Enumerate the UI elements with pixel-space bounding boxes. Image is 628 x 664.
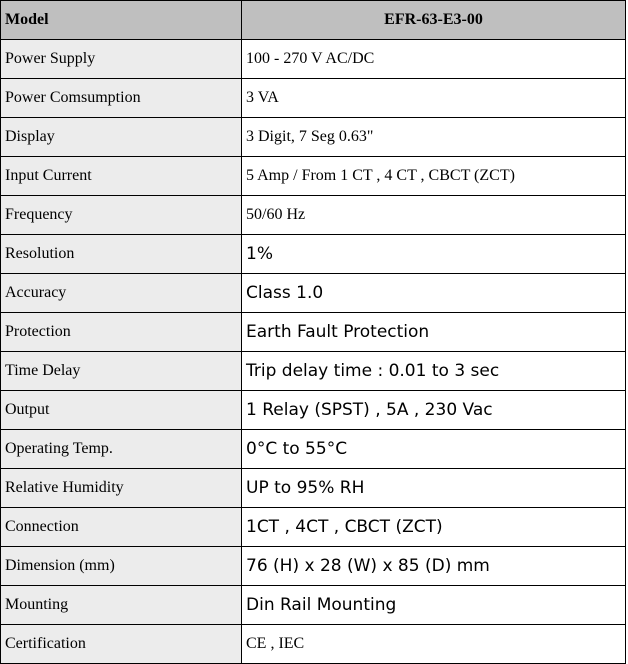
spec-label: Power Comsumption bbox=[1, 79, 242, 118]
spec-value: UP to 95% RH bbox=[242, 469, 626, 508]
spec-label: Connection bbox=[1, 508, 242, 547]
spec-value: Din Rail Mounting bbox=[242, 586, 626, 625]
spec-label: Protection bbox=[1, 313, 242, 352]
header-row bbox=[1, 1, 626, 40]
spec-value: 1CT , 4CT , CBCT (ZCT) bbox=[242, 508, 626, 547]
spec-label: Power Supply bbox=[1, 40, 242, 79]
table-row bbox=[1, 547, 626, 586]
spec-label: Input Current bbox=[1, 157, 242, 196]
spec-value: Earth Fault Protection bbox=[242, 313, 626, 352]
spec-label: Display bbox=[1, 118, 242, 157]
spec-value: 1 Relay (SPST) , 5A , 230 Vac bbox=[242, 391, 626, 430]
spec-label: Dimension (mm) bbox=[1, 547, 242, 586]
spec-label: Mounting bbox=[1, 586, 242, 625]
spec-label: Frequency bbox=[1, 196, 242, 235]
spec-value: 5 Amp / From 1 CT , 4 CT , CBCT (ZCT) bbox=[242, 157, 626, 196]
spec-value: 100 - 270 V AC/DC bbox=[242, 40, 626, 79]
spec-value: 1% bbox=[242, 235, 626, 274]
table-row bbox=[1, 157, 626, 196]
spec-label: Output bbox=[1, 391, 242, 430]
spec-value: 50/60 Hz bbox=[242, 196, 626, 235]
table-row bbox=[1, 235, 626, 274]
header-model-value: EFR-63-E3-00 bbox=[242, 1, 626, 40]
table-row bbox=[1, 625, 626, 664]
spec-value: CE , IEC bbox=[242, 625, 626, 664]
table-row bbox=[1, 430, 626, 469]
table-row bbox=[1, 469, 626, 508]
spec-value: 0°C to 55°C bbox=[242, 430, 626, 469]
spec-value: 3 Digit, 7 Seg 0.63" bbox=[242, 118, 626, 157]
spec-value: 3 VA bbox=[242, 79, 626, 118]
spec-label: Certification bbox=[1, 625, 242, 664]
spec-label: Accuracy bbox=[1, 274, 242, 313]
table-row bbox=[1, 352, 626, 391]
table-row bbox=[1, 313, 626, 352]
table-row bbox=[1, 40, 626, 79]
table-row bbox=[1, 118, 626, 157]
spec-value: Class 1.0 bbox=[242, 274, 626, 313]
spec-label: Relative Humidity bbox=[1, 469, 242, 508]
spec-label: Resolution bbox=[1, 235, 242, 274]
table-row bbox=[1, 274, 626, 313]
spec-label: Operating Temp. bbox=[1, 430, 242, 469]
table-row bbox=[1, 79, 626, 118]
table-row bbox=[1, 586, 626, 625]
spec-table-body bbox=[1, 1, 626, 664]
spec-value: Trip delay time : 0.01 to 3 sec bbox=[242, 352, 626, 391]
table-row bbox=[1, 391, 626, 430]
spec-label: Time Delay bbox=[1, 352, 242, 391]
header-label: Model bbox=[1, 1, 242, 40]
table-row bbox=[1, 508, 626, 547]
table-row bbox=[1, 196, 626, 235]
spec-value: 76 (H) x 28 (W) x 85 (D) mm bbox=[242, 547, 626, 586]
